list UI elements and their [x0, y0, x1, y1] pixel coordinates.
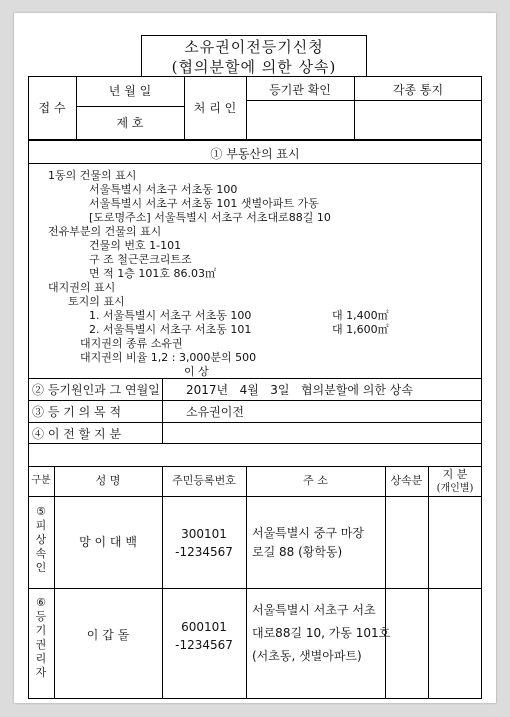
share-label: ④ 이 전 할 지 분 — [32, 427, 122, 441]
cause-month: 4 — [239, 383, 248, 397]
property-line: 토지의 표시 — [68, 295, 125, 308]
decedent-id-2: -1234567 — [175, 545, 233, 559]
kind-char: 피 — [35, 519, 47, 532]
cause-date — [186, 382, 413, 398]
kind-char: 권 — [35, 638, 47, 651]
property-line: 대지권의 비율 1,2 : 3,000분의 500 — [80, 351, 257, 364]
col-header-id: 주민등록번호 — [172, 474, 236, 487]
property-header: ① 부동산의 표시 — [210, 147, 300, 161]
kind-char: ⑤ — [36, 505, 46, 518]
cause-day-unit: 일 — [277, 383, 290, 397]
col-header-heir-share: 상속분 — [390, 474, 423, 487]
decedent-address-1: 서울특별시 중구 마장 — [252, 526, 364, 540]
property-line: 대지권의 표시 — [48, 281, 116, 294]
cause-reason: 협의분할에 의한 상속 — [300, 383, 413, 397]
cause-year: 2017 — [186, 383, 217, 397]
registrant-address-1: 서울특별시 서초구 서초 — [252, 603, 376, 617]
form-title: 소유권이전등기신청 — [184, 38, 324, 56]
decedent-name: 망 이 대 백 — [79, 535, 137, 549]
registrant-name: 이 갑 돌 — [86, 628, 130, 642]
decedent-address-2: 로길 88 (황학동) — [252, 545, 343, 559]
col-header-share: 지 분 — [442, 468, 468, 481]
kind-char: 인 — [35, 561, 47, 574]
kind-char: 상 — [35, 533, 47, 546]
property-line: 서울특별시 서초구 서초동 100 — [89, 183, 238, 196]
property-line: 건물의 번호 1-101 — [89, 239, 182, 252]
property-line: 1. 서울특별시 서초구 서초동 100 — [89, 309, 252, 322]
registrant-id-1: 600101 — [181, 620, 227, 634]
cause-year-unit: 년 — [216, 383, 229, 397]
purpose-label: ③ 등 기 의 목 적 — [32, 405, 122, 419]
process-person-label: 처 리 인 — [193, 101, 237, 115]
cause-day: 3 — [270, 383, 278, 397]
land-area: 대 1,400㎡ — [332, 309, 389, 322]
property-line: [도로명주소] 서울특별시 서초구 서초대로88길 10 — [89, 211, 331, 224]
property-line: 서울특별시 서초구 서초동 101 샛별아파트 가동 — [89, 197, 319, 210]
official-confirm-label: 등기관 확인 — [269, 83, 331, 97]
property-line: 2. 서울특별시 서초구 서초동 101 — [89, 323, 252, 336]
col-header-share-sub: (개인별) — [436, 483, 474, 494]
kind-char: 자 — [35, 666, 47, 679]
kind-char: 속 — [35, 547, 47, 560]
col-header-kind: 구분 — [31, 475, 51, 486]
land-area: 대 1,600㎡ — [332, 323, 389, 336]
reception-number: 제 호 — [116, 116, 144, 130]
kind-char: ⑥ — [36, 596, 46, 609]
col-header-name: 성 명 — [95, 474, 121, 487]
registrant-address-2: 대로88길 10, 가동 101호 — [252, 626, 391, 640]
form-subtitle: (협의분할에 의한 상속) — [171, 58, 337, 76]
registrant-label — [33, 596, 49, 680]
decedent-label — [33, 505, 49, 575]
registrant-address-3: (서초동, 샛별아파트) — [252, 649, 362, 663]
registrant-id-2: -1234567 — [175, 638, 233, 652]
kind-char: 등 — [35, 610, 47, 623]
application-form — [14, 13, 496, 703]
decedent-id-1: 300101 — [181, 527, 227, 541]
property-end-mark: 이 상 — [184, 365, 209, 378]
property-line: 1동의 건물의 표시 — [48, 169, 137, 182]
col-header-address: 주 소 — [303, 474, 328, 487]
reception-date: 년 월 일 — [108, 84, 152, 98]
purpose-value: 소유권이전 — [186, 405, 244, 419]
property-line: 면 적 1층 101호 86.03㎡ — [89, 267, 216, 280]
reception-label: 접 수 — [38, 101, 66, 115]
property-line: 전유부분의 건물의 표시 — [48, 225, 162, 238]
cause-label: ② 등기원인과 그 연월일 — [32, 383, 160, 397]
kind-char: 리 — [35, 652, 47, 665]
notice-label: 각종 통지 — [392, 83, 444, 97]
cause-month-unit: 월 — [247, 383, 259, 397]
kind-char: 기 — [35, 624, 47, 637]
property-line: 대지권의 종류 소유권 — [80, 337, 183, 350]
property-line: 구 조 철근콘크리트조 — [89, 253, 192, 266]
